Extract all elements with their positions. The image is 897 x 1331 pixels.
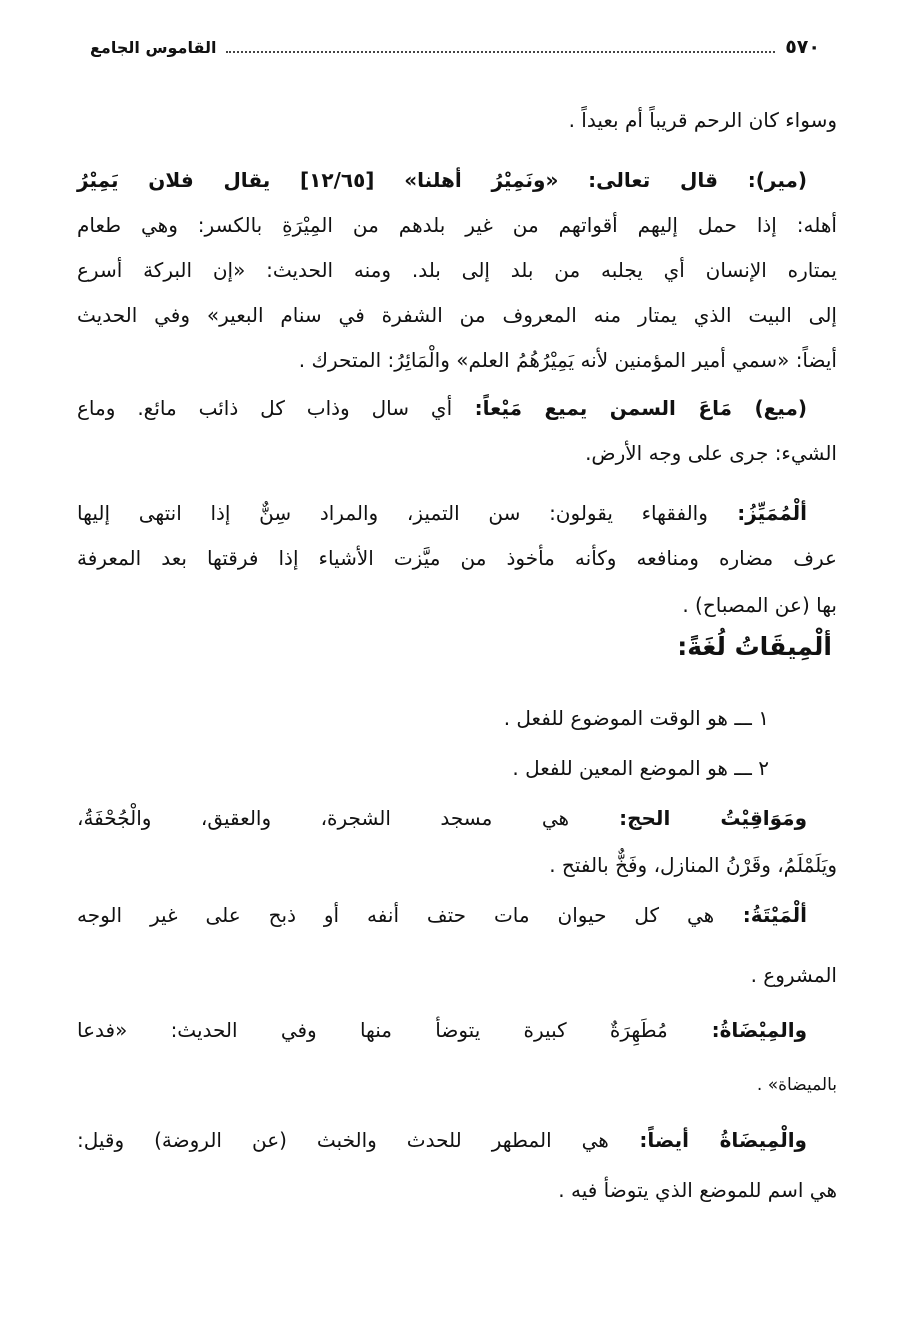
entry-mayaa	[77, 393, 807, 423]
text-line	[77, 438, 837, 468]
text-line	[77, 960, 837, 990]
list-item	[512, 753, 769, 783]
text-line	[77, 300, 837, 330]
section-heading	[677, 632, 832, 662]
line-text: هي اسم للموضع الذي يتوضأ فيه .	[558, 1178, 837, 1202]
running-title: القاموس الجامع	[90, 37, 217, 57]
line-text: بها (عن المصباح) .	[682, 593, 837, 617]
entry-head: ومَوَاقِيْتُ الحج:	[569, 806, 807, 830]
page-number: ٥٧٠	[785, 36, 820, 58]
entry-midaa-2	[77, 1125, 807, 1155]
line-text: هي كل حيوان مات حتف أنفه أو ذبح على غير الوجه	[77, 903, 715, 927]
entry-mumayyiz	[77, 498, 807, 528]
line-text: هي مسجد الشجرة، والعقيق، والْجُحْفَةُ،	[77, 806, 570, 830]
line-text: أي سال وذاب كل ذائب مائع. وماع	[77, 396, 453, 420]
entry-head: والْمِيضَاةُ أيضاً:	[608, 1128, 807, 1152]
entry-head: ألْمُمَيِّزُ:	[707, 501, 807, 525]
text-line	[77, 1175, 837, 1205]
list-item	[504, 703, 769, 733]
line-text: يمتاره الإنسان أي يجلبه من بلد إلى بلد. ومنه الحديث: «إن البركة أسرع	[77, 258, 837, 282]
line-text: المشروع .	[750, 963, 837, 987]
line-text: ١ ـــ هو الوقت الموضوع للفعل .	[503, 706, 769, 730]
line-text: ٢ ـــ هو الموضع المعين للفعل .	[512, 756, 769, 780]
line-text: ويَلَمْلَمُ، وقَرْنُ المنازل، وفَخٌّ بالفتح .	[549, 853, 837, 877]
line-text: بالميضاة» .	[756, 1075, 837, 1095]
text-line	[77, 210, 837, 240]
text-line	[77, 1070, 837, 1100]
text-line	[77, 850, 837, 880]
line-text: والفقهاء يقولون: سن التميز، والمراد سِنٌّ إذا انتهى إليها	[77, 501, 708, 525]
line-text: هي المطهر للحدث والخبث (عن الروضة) وقيل:	[77, 1128, 609, 1152]
entry-head: (ميع) مَاعَ السمن يميع مَيْعاً:	[452, 396, 807, 420]
entry-mayta	[77, 900, 807, 930]
text-line	[77, 543, 837, 573]
entry-head: (مير):	[717, 168, 808, 192]
line-text: وسواء كان الرحم قريباً أم بعيداً .	[568, 108, 837, 132]
heading-text: ألْمِيقَاتُ لُغَةً:	[677, 632, 832, 661]
line-text: أيضاً: «سمي أمير المؤمنين لأنه يَمِيْرُهُمُ العلم» والْمَائِرُ: المتحرك .	[298, 348, 837, 372]
entry-mir	[77, 165, 807, 195]
leader-dots	[226, 51, 775, 53]
entry-head: ألْمَيْتَةُ:	[714, 903, 807, 927]
line-text: قال تعالى: «ونَمِيْرُ أهلنا» [١٢/٦٥] يقال فلان يَمِيْرُ	[77, 168, 718, 192]
text-line	[77, 590, 837, 620]
line-text: أهله: إذا حمل إليهم أقواتهم من غير بلدهم من المِيْرَةِ بالكسر: وهي طعام	[77, 213, 837, 237]
text-line	[77, 255, 837, 285]
page-header	[90, 30, 820, 64]
line-text: إلى البيت الذي يمتار منه المعروف من الشفرة في سنام البعير» وفي الحديث	[77, 303, 837, 327]
line-text: الشيء: جرى على وجه الأرض.	[585, 441, 837, 465]
text-line	[77, 345, 837, 375]
text-line	[77, 105, 837, 135]
entry-head: والمِيْضَاةُ:	[667, 1018, 807, 1042]
line-text: عرف مضاره ومنافعه وكأنه مأخوذ من ميَّزت الأشياء إذا فرقتها بعد المعرفة	[77, 546, 837, 570]
entry-mawaqit	[77, 803, 807, 833]
entry-midaa	[77, 1015, 807, 1045]
line-text: مُطَهِرَةٌ كبيرة يتوضأ منها وفي الحديث: «فدعا	[77, 1018, 668, 1042]
